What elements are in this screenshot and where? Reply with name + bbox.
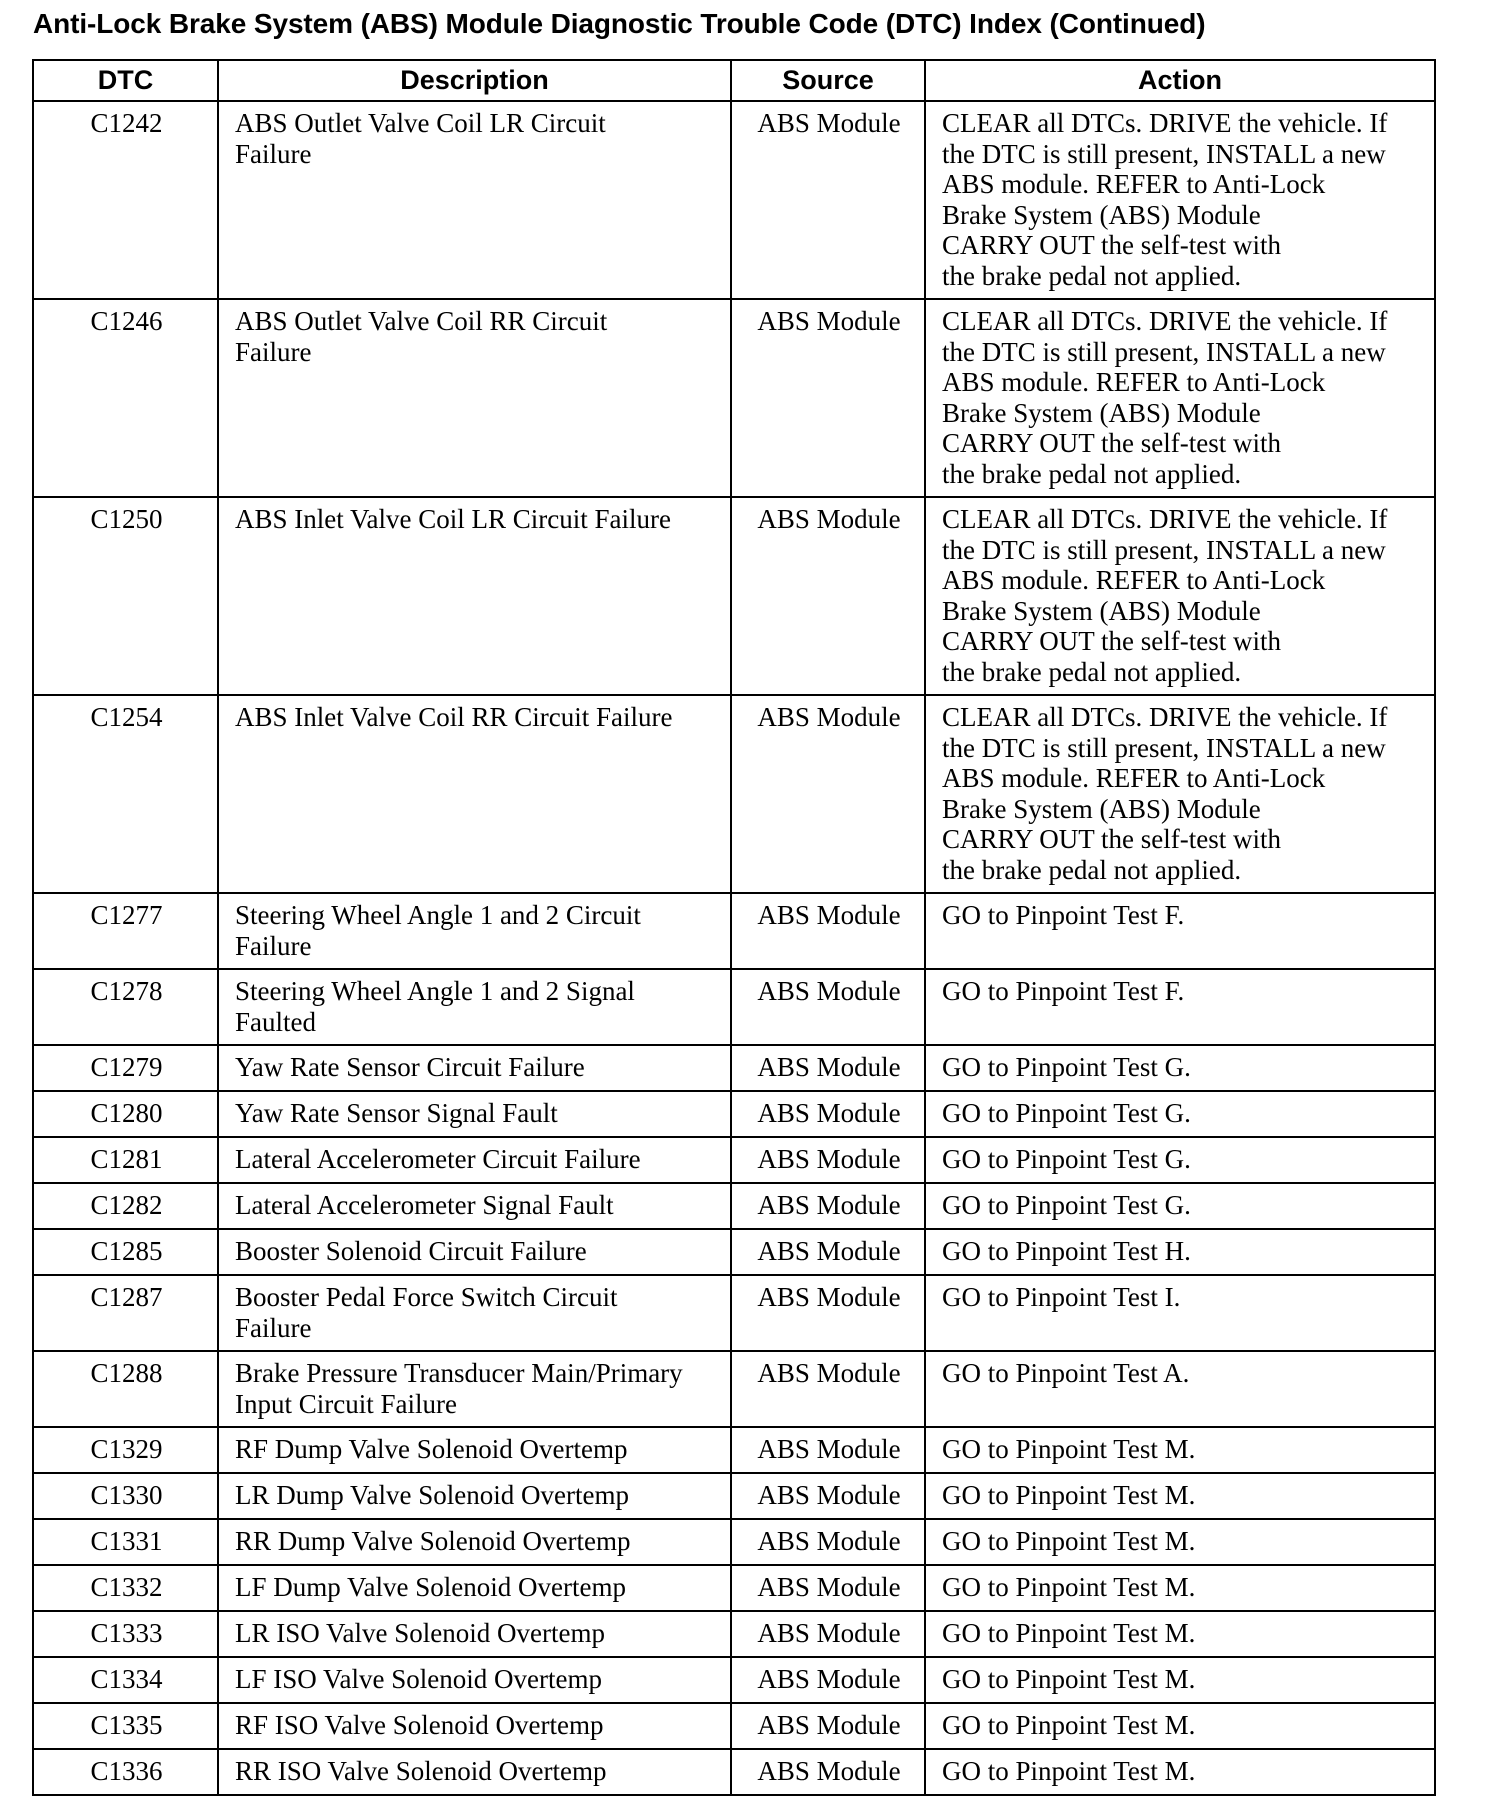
description-line: LR Dump Valve Solenoid Overtemp [235, 1480, 629, 1510]
source-cell: ABS Module [731, 1703, 925, 1749]
description-line: Failure [235, 336, 312, 367]
page-title: Anti-Lock Brake System (ABS) Module Diagnostic Trouble Code (DTC) Index (Continued) [33, 8, 1206, 39]
action-cell [925, 1611, 1435, 1657]
table-row [33, 1473, 1435, 1519]
source-cell: ABS Module [731, 497, 925, 695]
action-line: CARRY OUT the self-test with [942, 428, 1281, 458]
action-line: the DTC is still present, INSTALL a new [942, 336, 1386, 367]
table-row [33, 497, 1435, 695]
action-cell [925, 695, 1435, 893]
dtc-code-cell: C1285 [33, 1229, 218, 1275]
description-cell [218, 1657, 731, 1703]
dtc-code-cell: C1278 [33, 969, 218, 1045]
description-cell [218, 1183, 731, 1229]
action-line: ABS module. REFER to Anti-Lock [942, 367, 1326, 397]
action-line: Brake System (ABS) Module [942, 793, 1261, 824]
description-line: ABS Inlet Valve Coil LR Circuit Failure [235, 504, 671, 534]
table-row [33, 1703, 1435, 1749]
action-line: GO to Pinpoint Test M. [942, 1572, 1196, 1602]
description-cell [218, 1427, 731, 1473]
table-row [33, 1229, 1435, 1275]
action-line: GO to Pinpoint Test M. [942, 1526, 1196, 1556]
description-cell [218, 1351, 731, 1427]
dtc-code-cell: C1250 [33, 497, 218, 695]
action-line: GO to Pinpoint Test M. [942, 1710, 1196, 1740]
description-cell [218, 1703, 731, 1749]
table-header-row [33, 60, 1435, 101]
action-line: Brake System (ABS) Module [942, 595, 1261, 626]
dtc-code-cell: C1282 [33, 1183, 218, 1229]
table-row [33, 1565, 1435, 1611]
dtc-code-cell: C1335 [33, 1703, 218, 1749]
description-line: Failure [235, 930, 312, 961]
action-line: CLEAR all DTCs. DRIVE the vehicle. If [942, 108, 1388, 138]
action-cell [925, 893, 1435, 969]
action-cell [925, 1045, 1435, 1091]
dtc-index-table [32, 59, 1436, 1796]
source-cell: ABS Module [731, 1749, 925, 1795]
action-line: the brake pedal not applied. [942, 260, 1242, 291]
action-line: GO to Pinpoint Test A. [942, 1358, 1190, 1388]
action-cell [925, 969, 1435, 1045]
description-cell [218, 1749, 731, 1795]
action-line: GO to Pinpoint Test F. [942, 900, 1185, 930]
description-cell [218, 1473, 731, 1519]
description-line: Failure [235, 138, 312, 169]
dtc-code-cell: C1333 [33, 1611, 218, 1657]
column-header-action: Action [925, 60, 1435, 101]
action-cell [925, 1427, 1435, 1473]
action-line: GO to Pinpoint Test H. [942, 1236, 1191, 1266]
action-line: the brake pedal not applied. [942, 656, 1242, 687]
source-cell: ABS Module [731, 1137, 925, 1183]
source-cell: ABS Module [731, 893, 925, 969]
table-row [33, 1611, 1435, 1657]
description-line: ABS Inlet Valve Coil RR Circuit Failure [235, 702, 673, 732]
source-cell: ABS Module [731, 1351, 925, 1427]
action-line: Brake System (ABS) Module [942, 199, 1261, 230]
action-line: ABS module. REFER to Anti-Lock [942, 565, 1326, 595]
description-cell [218, 1611, 731, 1657]
table-row [33, 1749, 1435, 1795]
action-cell [925, 1091, 1435, 1137]
action-cell [925, 1275, 1435, 1351]
dtc-code-cell: C1242 [33, 101, 218, 299]
table-row [33, 969, 1435, 1045]
source-cell: ABS Module [731, 299, 925, 497]
action-line: the brake pedal not applied. [942, 854, 1242, 885]
description-cell [218, 299, 731, 497]
description-line: Faulted [235, 1006, 316, 1037]
table-row [33, 1351, 1435, 1427]
description-line: Booster Solenoid Circuit Failure [235, 1236, 587, 1266]
action-line: the DTC is still present, INSTALL a new [942, 138, 1386, 169]
action-line: GO to Pinpoint Test G. [942, 1052, 1191, 1082]
description-cell [218, 1137, 731, 1183]
table-row [33, 1519, 1435, 1565]
description-cell [218, 893, 731, 969]
action-cell [925, 1749, 1435, 1795]
source-cell: ABS Module [731, 1427, 925, 1473]
description-cell [218, 969, 731, 1045]
description-line: Steering Wheel Angle 1 and 2 Signal [235, 976, 635, 1006]
description-cell [218, 1565, 731, 1611]
source-cell: ABS Module [731, 1657, 925, 1703]
table-row [33, 101, 1435, 299]
description-cell [218, 695, 731, 893]
description-line: RF ISO Valve Solenoid Overtemp [235, 1710, 604, 1740]
description-line: Yaw Rate Sensor Circuit Failure [235, 1052, 585, 1082]
action-cell [925, 1565, 1435, 1611]
table-row [33, 1091, 1435, 1137]
action-line: GO to Pinpoint Test G. [942, 1144, 1191, 1174]
table-body [33, 101, 1435, 1795]
action-line: GO to Pinpoint Test M. [942, 1480, 1196, 1510]
action-line: GO to Pinpoint Test G. [942, 1190, 1191, 1220]
description-line: RF Dump Valve Solenoid Overtemp [235, 1434, 628, 1464]
dtc-code-cell: C1332 [33, 1565, 218, 1611]
source-cell: ABS Module [731, 1229, 925, 1275]
description-cell [218, 1091, 731, 1137]
table-row [33, 1275, 1435, 1351]
dtc-code-cell: C1246 [33, 299, 218, 497]
action-cell [925, 1183, 1435, 1229]
description-line: Failure [235, 1312, 312, 1343]
source-cell: ABS Module [731, 1611, 925, 1657]
action-line: GO to Pinpoint Test M. [942, 1664, 1196, 1694]
description-cell [218, 1519, 731, 1565]
dtc-code-cell: C1254 [33, 695, 218, 893]
description-line: RR Dump Valve Solenoid Overtemp [235, 1526, 631, 1556]
description-line: Brake Pressure Transducer Main/Primary [235, 1358, 683, 1388]
description-line: Lateral Accelerometer Signal Fault [235, 1190, 614, 1220]
action-cell [925, 1229, 1435, 1275]
dtc-code-cell: C1281 [33, 1137, 218, 1183]
source-cell: ABS Module [731, 1091, 925, 1137]
action-line: GO to Pinpoint Test M. [942, 1618, 1196, 1648]
action-line: the DTC is still present, INSTALL a new [942, 732, 1386, 763]
description-line: Steering Wheel Angle 1 and 2 Circuit [235, 900, 641, 930]
column-header-description: Description [218, 60, 731, 101]
description-cell [218, 1229, 731, 1275]
action-line: CLEAR all DTCs. DRIVE the vehicle. If [942, 702, 1388, 732]
dtc-code-cell: C1329 [33, 1427, 218, 1473]
description-line: LF Dump Valve Solenoid Overtemp [235, 1572, 626, 1602]
dtc-code-cell: C1277 [33, 893, 218, 969]
action-cell [925, 1351, 1435, 1427]
description-line: Lateral Accelerometer Circuit Failure [235, 1144, 641, 1174]
action-cell [925, 1137, 1435, 1183]
table-row [33, 1183, 1435, 1229]
description-cell [218, 1275, 731, 1351]
dtc-code-cell: C1288 [33, 1351, 218, 1427]
dtc-code-cell: C1280 [33, 1091, 218, 1137]
description-line: LF ISO Valve Solenoid Overtemp [235, 1664, 602, 1694]
dtc-code-cell: C1330 [33, 1473, 218, 1519]
source-cell: ABS Module [731, 1473, 925, 1519]
action-line: ABS module. REFER to Anti-Lock [942, 169, 1326, 199]
action-cell [925, 1473, 1435, 1519]
action-cell [925, 299, 1435, 497]
action-line: GO to Pinpoint Test F. [942, 976, 1185, 1006]
action-line: CARRY OUT the self-test with [942, 824, 1281, 854]
dtc-code-cell: C1334 [33, 1657, 218, 1703]
action-cell [925, 497, 1435, 695]
action-line: the brake pedal not applied. [942, 458, 1242, 489]
table-row [33, 1657, 1435, 1703]
action-line: GO to Pinpoint Test M. [942, 1434, 1196, 1464]
table-row [33, 1045, 1435, 1091]
description-cell [218, 1045, 731, 1091]
action-line: Brake System (ABS) Module [942, 397, 1261, 428]
action-line: CLEAR all DTCs. DRIVE the vehicle. If [942, 306, 1388, 336]
table-row [33, 299, 1435, 497]
action-line: ABS module. REFER to Anti-Lock [942, 763, 1326, 793]
dtc-code-cell: C1287 [33, 1275, 218, 1351]
dtc-code-cell: C1331 [33, 1519, 218, 1565]
description-cell [218, 497, 731, 695]
description-cell [218, 101, 731, 299]
action-cell [925, 1703, 1435, 1749]
description-line: Booster Pedal Force Switch Circuit [235, 1282, 618, 1312]
description-line: Input Circuit Failure [235, 1388, 457, 1419]
action-line: CARRY OUT the self-test with [942, 230, 1281, 260]
column-header-dtc: DTC [33, 60, 218, 101]
action-cell [925, 101, 1435, 299]
column-header-source: Source [731, 60, 925, 101]
action-cell [925, 1657, 1435, 1703]
action-line: GO to Pinpoint Test M. [942, 1756, 1196, 1786]
source-cell: ABS Module [731, 1519, 925, 1565]
source-cell: ABS Module [731, 101, 925, 299]
description-line: Yaw Rate Sensor Signal Fault [235, 1098, 558, 1128]
action-line: GO to Pinpoint Test I. [942, 1282, 1181, 1312]
dtc-code-cell: C1279 [33, 1045, 218, 1091]
source-cell: ABS Module [731, 1183, 925, 1229]
action-line: CARRY OUT the self-test with [942, 626, 1281, 656]
description-line: LR ISO Valve Solenoid Overtemp [235, 1618, 605, 1648]
source-cell: ABS Module [731, 1045, 925, 1091]
dtc-code-cell: C1336 [33, 1749, 218, 1795]
source-cell: ABS Module [731, 969, 925, 1045]
action-line: the DTC is still present, INSTALL a new [942, 534, 1386, 565]
source-cell: ABS Module [731, 1565, 925, 1611]
description-line: ABS Outlet Valve Coil RR Circuit [235, 306, 608, 336]
source-cell: ABS Module [731, 695, 925, 893]
table-row [33, 893, 1435, 969]
table-row [33, 1137, 1435, 1183]
action-line: CLEAR all DTCs. DRIVE the vehicle. If [942, 504, 1388, 534]
table-row [33, 695, 1435, 893]
table-row [33, 1427, 1435, 1473]
action-cell [925, 1519, 1435, 1565]
action-line: GO to Pinpoint Test G. [942, 1098, 1191, 1128]
description-line: ABS Outlet Valve Coil LR Circuit [235, 108, 606, 138]
source-cell: ABS Module [731, 1275, 925, 1351]
description-line: RR ISO Valve Solenoid Overtemp [235, 1756, 607, 1786]
